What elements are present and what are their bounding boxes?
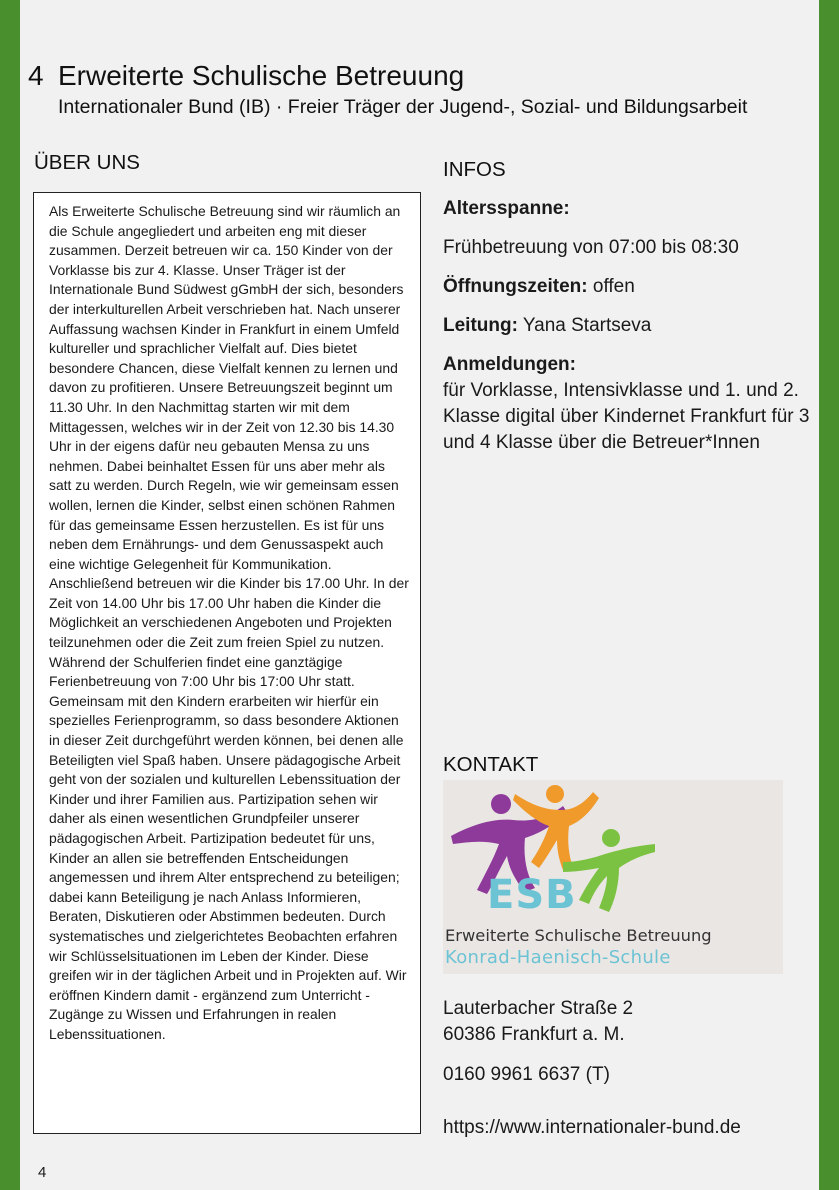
logo-line1: Erweiterte Schulische Betreuung <box>445 926 712 945</box>
contact-city: 60386 Frankfurt a. M. <box>443 1024 625 1045</box>
page-subtitle: Internationaler Bund (IB) · Freier Träger der Jugend-, Sozial- und Bildungsarbeit <box>58 96 748 118</box>
hours-label: Öffnungszeiten: <box>443 276 588 297</box>
early-care: Frühbetreuung von 07:00 bis 08:30 <box>443 237 739 258</box>
logo-line2: Konrad-Haenisch-Schule <box>445 947 671 968</box>
about-text: Als Erweiterte Schulische Betreuung sind wir räumlich an die Schule angegliedert und arbeiten eng mit dieser zusammen. Derzeit betreuen wir ca. 150 Kinder von der Vorklasse bis zur 4. Klasse. Unser Träger ist der Internationale Bund Südwest gGmbH der sich, besonders der interkulturellen Arbeit verschrieben hat. Nach unserer Auffassung wachsen Kinder in Frankfurt in einem Umfeld kultureller und sprachlicher Vielfalt auf. Dies bietet besondere Chancen, diese Vielfalt kennen zu lernen und davon zu profitieren. Unsere Betreuungszeit beginnt um 11.30 Uhr. In den Nachmittag starten wir mit dem Mittagessen, welches wir in der Zeit von 12.30 bis 14.30 Uhr in der eigens dafür neu gebauten Mensa zu uns nehmen. Dabei beinhaltet Essen für uns aber mehr als satt zu werden. Durch Regeln, wie wir gemeinsam essen wollen, lernen die Kinder, selbst einen schönen Rahmen für das gemeinsame Essen herzustellen. Es ist für uns neben dem Ernährungs- und dem Genussaspekt auch eine wichtige Gelegenheit für Kommunikation. Anschließend betreuen wir die Kinder bis 17.00 Uhr. In der Zeit von 14.00 Uhr bis 17.00 Uhr haben die Kinder die Möglichkeit an verschiedenen Angeboten und Projekten teilzunehmen oder die Zeit zum freien Spiel zu nutzen. Während der Schulferien findet eine ganztägige Ferienbetreuung von 7:00 Uhr bis 17:00 Uhr statt. Gemeinsam mit den Kindern erarbeiten wir hierfür ein spezielles Ferienprogramm, so dass besondere Aktionen in dieser Zeit durchgeführt werden können, bei denen alle Beteiligten viel Spaß haben. Unsere pädagogische Arbeit geht von der sozialen und kulturellen Lebenssituation der Kinder und ihrer Familien aus. Partizipation sehen wir daher als einen wesentlichen Grundpfeiler unserer pädagogischen Arbeit. Partizipation bedeutet für uns, Kinder an allen sie betreffenden Entscheidungen angemessen und ihrem Alter entsprechend zu beteiligen; dabei kann Beteiligung je nach Anlass Informieren, Beraten, Diskutieren oder Abstimmen bedeuten. Durch systematisches und zielgerichtetes Beobachten erfahren wir Schlüsselsituationen im Leben der Kinder. Diese greifen wir in der täglichen Arbeit und in Projekten auf. Wir eröffnen Kindern damit - ergänzend zum Unterricht - Zugänge zu Wissen und Erfahrungen in realen Lebenssituationen. <box>49 203 409 1042</box>
contact-block <box>443 996 813 1141</box>
contact-heading: KONTAKT <box>443 753 539 776</box>
about-box <box>33 192 421 1134</box>
contact-street: Lauterbacher Straße 2 <box>443 998 634 1019</box>
age-label: Altersspanne: <box>443 198 570 219</box>
registration-label: Anmeldungen: <box>443 354 576 375</box>
page-number: 4 <box>38 1164 47 1181</box>
logo-brand: ESB <box>487 872 577 918</box>
infos-heading: INFOS <box>443 158 506 181</box>
contact-phone: 0160 9961 6637 (T) <box>443 1064 610 1085</box>
about-heading: ÜBER UNS <box>34 151 140 174</box>
page <box>20 0 819 1190</box>
infos-block <box>443 196 813 456</box>
lead-label: Leitung: <box>443 315 518 336</box>
contact-website-link[interactable]: https://www.internationaler-bund.de <box>443 1117 741 1138</box>
chapter-title: Erweiterte Schulische Betreuung <box>58 60 465 91</box>
hours-value: offen <box>592 276 635 297</box>
esb-logo <box>443 780 783 974</box>
lead-value: Yana Startseva <box>522 315 652 336</box>
registration-text: für Vorklasse, Intensivklasse und 1. und 2. Klasse digital über Kindernet Frankfurt für 3 und 4 Klasse über die Betreuer*Innen <box>443 380 810 453</box>
chapter-number: 4 <box>28 60 44 91</box>
page-title <box>28 60 464 92</box>
